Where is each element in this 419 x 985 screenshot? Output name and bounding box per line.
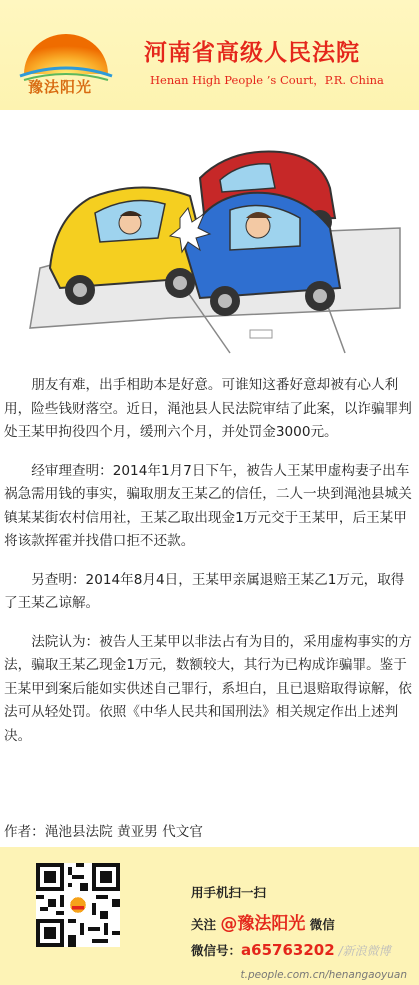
- paragraph: 朋友有难，出手相助本是好意。可谁知这番好意却被有心人利用，险些钱财落空。近日，渑池县人民法院审结了此案，以诈骗罪判处王某甲拘役四个月，缓刑六个月，并处罚金3000元。: [4, 377, 412, 440]
- weibo-url[interactable]: t.people.com.cn/henangaoyuan: [240, 969, 407, 981]
- court-title-en: Henan High People ’s Court，P.R. China: [150, 73, 384, 87]
- author-line: 作者：渑池县法院 黄亚男 代文官: [4, 824, 203, 840]
- qr-code-icon[interactable]: [36, 863, 120, 947]
- follow-line: [191, 909, 335, 934]
- wechat-label: 微信号：: [191, 943, 242, 958]
- brand-handle[interactable]: @豫法阳光: [220, 914, 306, 934]
- article-body: [4, 374, 412, 763]
- paragraph: 另查明：2014年8月4日，王某甲亲属退赔王某乙1万元，取得了王某乙谅解。: [4, 571, 405, 611]
- weibo-watermark: /新浪微博: [338, 944, 391, 958]
- follow-prefix: 关注: [191, 917, 217, 932]
- footer-banner: [0, 847, 419, 985]
- paragraph: 经审理查明：2014年1月7日下午，被告人王某甲虚构妻子出车祸急需用钱的事实，骗取朋友王某乙的信任，二人一块到渑池县城关镇某某街农村信用社，王某乙取出现金1万元交于王某甲，后王某甲将该款挥霍并找借口拒不还款。: [4, 462, 412, 549]
- court-title-cn: 河南省高级人民法院: [144, 40, 360, 66]
- wechat-id[interactable]: a65763202: [241, 941, 335, 959]
- follow-suffix: 微信: [309, 917, 335, 932]
- wechat-line: [191, 941, 391, 959]
- scan-hint: 用手机扫一扫: [191, 885, 267, 900]
- logo-text: 豫法阳光: [28, 78, 93, 96]
- paragraph: 法院认为：被告人王某甲以非法占有为目的，采用虚构事实的方法，骗取王某乙现金1万元，数额较大，其行为已构成诈骗罪。鉴于王某甲到案后能如实供述自己罪行，系坦白，且已退赔取得谅解，依法可从轻处罚。依照《中华人民共和国刑法》相关规定作出上述判决。: [4, 633, 412, 744]
- header-banner: [0, 0, 419, 110]
- car-accident-illustration: [0, 118, 419, 358]
